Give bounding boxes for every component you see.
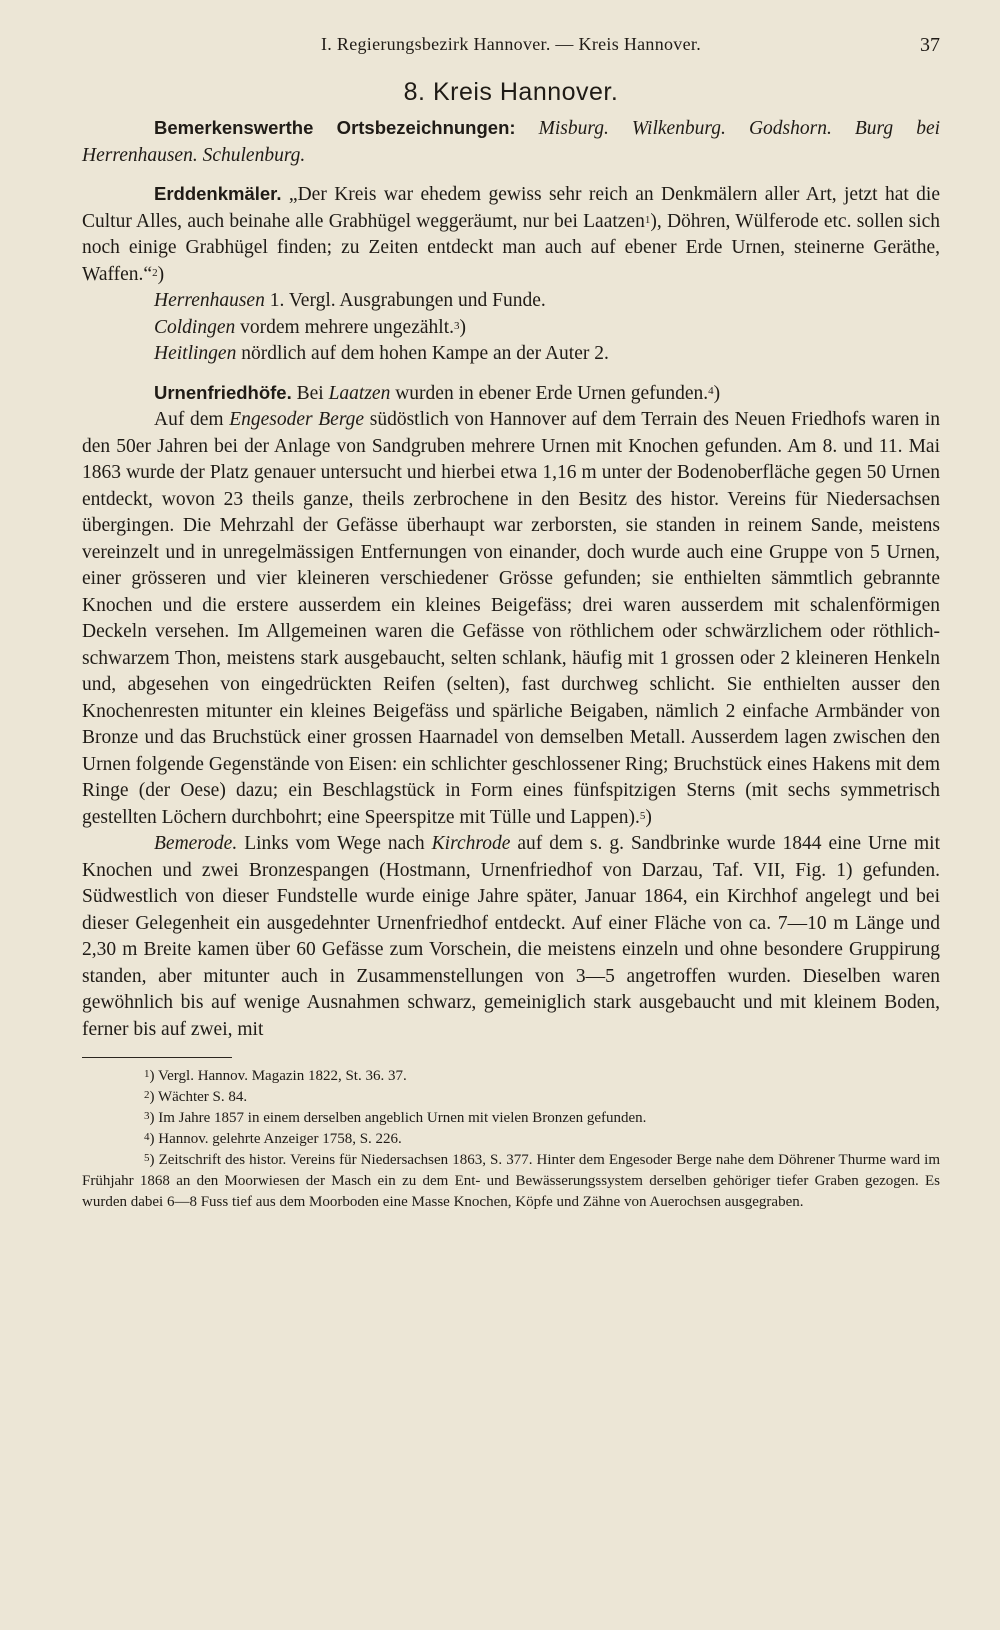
paragraph-engesoder-berge: [82, 407, 940, 831]
urnen-text: ): [645, 806, 652, 828]
entry-herrenhausen: [82, 288, 940, 315]
place-coldingen: Coldingen: [154, 316, 236, 338]
footnote-mark: 1: [144, 1068, 150, 1080]
footnote-mark: 5: [144, 1152, 150, 1164]
paragraph-bemerode: [82, 831, 940, 1043]
footnote-mark: 2: [144, 1089, 150, 1101]
place-kirchrode: Kirchrode: [431, 833, 511, 854]
main-text: [82, 115, 940, 1043]
subheading-urnenfriedhoefe: Urnenfriedhöfe.: [154, 381, 292, 403]
urnen-text: südöstlich von Hannover auf dem Terrain des Neuen Friedhofs waren in den 50er Jahren bei der Anlage von Sandgruben mehrere Urnen mit Knochen gefunden. Am 8. und 11. Mai 1863 wurde der Platz genauer untersucht und hierbei etwa 1,16 m unter der Bodenoberfläche gegen 50 Urnen entdeckt, wovon 23 theils ganze, theils zerbrochene in den Besitz des histor. Vereins für Niedersachsen übergingen. Die Mehrzahl der Gefässe überhaupt war zerborsten, sie standen in reinem Sande, meistens vereinzelt und in unregelmässigen Entfernungen von einander, doch wurde auch eine Gruppe von 5 Urnen, einer grösseren und vier kleineren verschiedener Grösse gefunden; sie enthielten sämmtlich gebrannte Knochen und die erstere ausserdem ein kleines Beigefäss; drei waren ausserdem mit schalenförmigen Deckeln versehen. Im Allgemeinen waren die Gefässe von röthlichem oder schwärzlichem oder röthlich-schwarzem Thon, meistens stark ausgebaucht, selten schlank, häufig mit 1 grossen oder 2 kleineren Henkeln und, abgesehen von eingedrückten Reifen (selten), fast durchweg schlicht. Sie enthielten ausser den Knochenresten mitunter ein kleines Beigefäss und spärliche Beigaben, nämlich 2 einfache Armbänder von Bronze und das Bruchstück einer grossen Haarnadel von demselben Metall. Ausserdem lagen zwischen den Urnen folgende Gegenstände von Eisen: ein schlichter geschlossener Ring; Bruchstück eines Hakens mit dem Ringe (der Oese) dazu; ein Beschlagstück in Form eines fünfspitzigen Sterns (mit sechs symmetrisch gestellten Löchern durchbohrt; eine Speerspitze mit Tülle und Lappen).: [82, 409, 940, 828]
place-herrenhausen: Herrenhausen: [154, 290, 265, 311]
footnote-1: [82, 1066, 940, 1087]
footnote-ref-3[interactable]: 3: [454, 319, 460, 332]
erd-quote-end: ): [157, 263, 165, 285]
subheading-ortsbezeichnungen: Bemerkenswerthe Ortsbezeichnungen:: [154, 117, 516, 138]
footnotes: [82, 1066, 940, 1213]
erd-quote-cont: ), Döhren, Wülferode etc. sollen sich noch einige Grabhügel finden; zu Zeiten entdeckt man auch auf ebener Erde Urnen, steinerne Geräthe, Waffen.“: [82, 210, 940, 285]
urnen-text: ): [713, 382, 721, 404]
entry-text: ): [459, 316, 466, 338]
urnen-text: Bei: [291, 382, 329, 404]
entry-heitlingen: [82, 341, 940, 368]
paragraph-ortsbezeichnungen: [82, 115, 940, 169]
footnote-ref-1[interactable]: 1: [644, 213, 651, 226]
footnote-mark: 3: [144, 1110, 150, 1122]
page-header: [82, 28, 940, 62]
urnen-text: Auf dem: [154, 409, 230, 430]
place-names: Misburg. Wilkenburg. Godshorn. Burg bei Herrenhausen. Schulenburg.: [82, 118, 941, 166]
paragraph-urnenfriedhoefe: [82, 380, 940, 408]
urnen-text: Links vom Wege nach: [237, 833, 432, 854]
entry-text: vordem mehrere ungezählt.: [235, 316, 454, 338]
entry-coldingen: [82, 315, 940, 342]
urnen-text: auf dem s. g. Sandbrinke wurde 1844 eine Urne mit Knochen und zwei Bronzespangen (Hostmann, Urnenfriedhof von Darzau, Taf. VII, Fig. 1) gefunden. Südwestlich von dieser Fundstelle wurde einige Jahre später, Januar 1864, ein Kirchhof angelegt und bei dieser Gelegenheit ein ausgedehnter Urnenfriedhof entdeckt. Auf einer Fläche von ca. 7—10 m Länge und 2,30 m Breite kamen über 60 Gefässe zum Vorschein, die meistens einzeln und ohne besondere Gruppirung standen, aber mitunter auch in Zusammenstellungen von 3—5 angetroffen wurden. Dieselben waren gewöhnlich bis auf wenige Ausnahmen schwarz, gemeiniglich stark ausgebaucht und mit kleinem Boden, ferner bis auf zwei, mit: [82, 833, 940, 1040]
place-engesoder-berge: Engesoder Berge: [229, 409, 365, 430]
footnote-ref-5[interactable]: 5: [639, 809, 646, 822]
footnote-mark: 4: [144, 1131, 150, 1143]
footnote-2: [82, 1087, 940, 1108]
footnote-4: [82, 1129, 940, 1150]
entry-text: nördlich auf dem hohen Kampe an der Auter 2.: [236, 343, 609, 364]
entry-text: 1. Vergl. Ausgrabungen und Funde.: [264, 290, 546, 311]
footnote-text: ) Im Jahre 1857 in einem derselben angeblich Urnen mit vielen Bronzen gefunden.: [149, 1110, 647, 1126]
footnote-3: [82, 1108, 940, 1129]
place-heitlingen: Heitlingen: [154, 343, 237, 364]
place-laatzen: Laatzen: [328, 382, 391, 404]
footnote-text: ) Vergl. Hannov. Magazin 1822, St. 36. 37.: [149, 1068, 407, 1084]
footnote-text: ) Hannov. gelehrte Anzeiger 1758, S. 226.: [149, 1131, 402, 1147]
footnote-ref-2[interactable]: 2: [152, 266, 158, 279]
section-title: 8. Kreis Hannover.: [403, 78, 619, 106]
paragraph-erddenkmaeler: [82, 181, 940, 288]
footnote-5: [82, 1150, 940, 1213]
footnote-text: ) Wächter S. 84.: [149, 1089, 248, 1105]
footnote-divider: [82, 1057, 232, 1058]
footnote-ref-4[interactable]: 4: [708, 384, 714, 397]
place-bemerode: Bemerode.: [154, 833, 238, 854]
footnote-text: ) Zeitschrift des histor. Vereins für Niedersachsen 1863, S. 377. Hinter dem Engesoder Berge nahe dem Döhrener Thurme ward im Frühjahr 1868 an den Moorwiesen der Masch ein zu dem Ent- und Bewässerungssystem derselben gehöriger tiefer Graben gezogen. Es wurden dabei 6—8 Fuss tief aus dem Moorboden eine Masse Knochen, Köpfe und Zähne von Auerochsen ausgegraben.: [82, 1152, 940, 1210]
erd-quote: „Der Kreis war ehedem gewiss sehr reich an Denkmälern aller Art, jetzt hat die Cultur Alles, auch beinahe alle Grabhügel weggeräumt, nur bei Laatzen: [82, 184, 941, 232]
urnen-text: wurden in ebener Erde Urnen gefunden.: [390, 382, 709, 404]
page-number: 37: [920, 34, 940, 56]
running-title: I. Regierungsbezirk Hannover. — Kreis Hannover.: [321, 34, 701, 54]
subheading-erddenkmaeler: Erddenkmäler.: [154, 183, 282, 204]
